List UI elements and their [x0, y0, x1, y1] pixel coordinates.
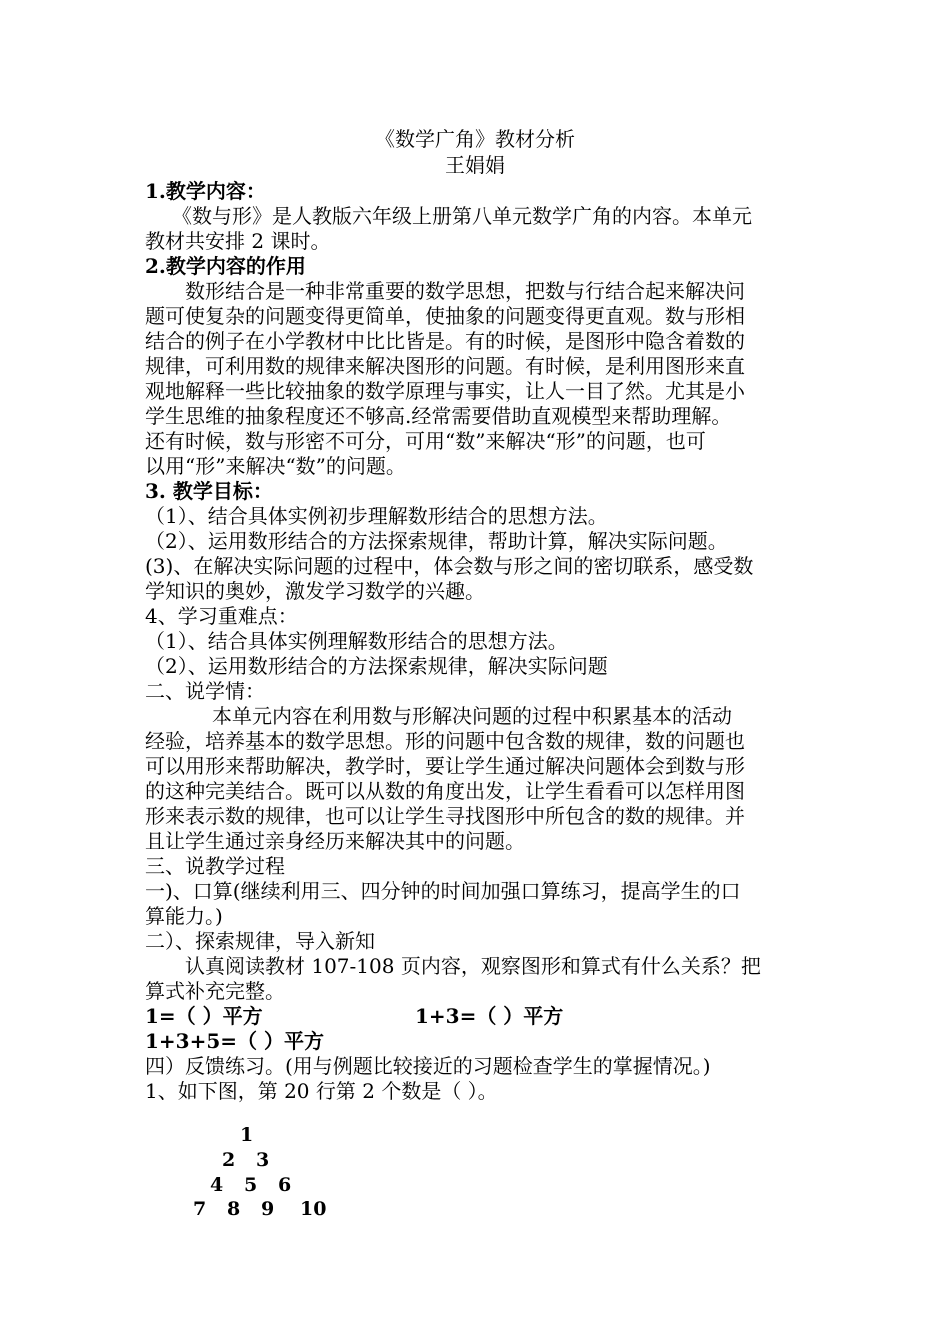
paragraph-line: 本单元内容在利用数与形解决问题的过程中积累基本的活动 [212, 704, 732, 728]
triangle-number: 3 [256, 1149, 270, 1171]
paragraph-line: 规律，可利用数的规律来解决图形的问题。有时候，是利用图形来直 [145, 354, 745, 378]
section-2-heading: 2.教学内容的作用 [145, 254, 306, 278]
equation-1: 1=（ ）平方 [145, 1004, 263, 1028]
goal-item: (3)、在解决实际问题的过程中，体会数与形之间的密切联系，感受数 [145, 554, 754, 578]
subsection-heading: 四）反馈练习。(用与例题比较接近的习题检查学生的掌握情况。) [145, 1054, 711, 1078]
key-point-item: （1）、结合具体实例理解数形结合的思想方法。 [145, 629, 568, 653]
exercise-question: 1、如下图，第 20 行第 2 个数是（ ）。 [145, 1079, 498, 1103]
goal-item: （2）、运用数形结合的方法探索规律，帮助计算，解决实际问题。 [145, 529, 728, 553]
paragraph-line: 以用“形”来解决“数”的问题。 [145, 454, 406, 478]
paragraph-line: 认真阅读教材 107-108 页内容，观察图形和算式有什么关系？把 [185, 954, 761, 978]
triangle-number: 2 [222, 1149, 236, 1171]
paragraph-line: 结合的例子在小学教材中比比皆是。有的时候，是图形中隐含着数的 [145, 329, 745, 353]
triangle-number: 8 [227, 1198, 241, 1220]
triangle-number: 7 [193, 1198, 207, 1220]
section-1-heading: 1.教学内容： [145, 179, 266, 203]
subsection-heading: 二）、探索规律，导入新知 [145, 929, 375, 953]
triangle-number: 4 [210, 1174, 224, 1196]
paragraph-line: 教材共安排 2 课时。 [145, 229, 331, 253]
paragraph-line: 《数与形》是人教版六年级上册第八单元数学广角的内容。本单元 [172, 204, 752, 228]
paragraph-line: 经验，培养基本的数学思想。形的问题中包含数的规律，数的问题也 [145, 729, 745, 753]
goal-item: （1）、结合具体实例初步理解数形结合的思想方法。 [145, 504, 608, 528]
paragraph-line: 观地解释一些比较抽象的数学原理与事实，让人一目了然。尤其是小 [145, 379, 745, 403]
triangle-number: 5 [244, 1174, 258, 1196]
triangle-number: 10 [300, 1198, 327, 1220]
paragraph-line: 算能力。) [145, 904, 223, 928]
paragraph-line: 题可使复杂的问题变得更简单，使抽象的问题变得更直观。数与形相 [145, 304, 745, 328]
paragraph-line: 可以用形来帮助解决，教学时，要让学生通过解决问题体会到数与形 [145, 754, 745, 778]
goal-item: 学知识的奥妙，激发学习数学的兴趣。 [145, 579, 485, 603]
paragraph-line: 还有时候，数与形密不可分，可用“数”来解决“形”的问题，也可 [145, 429, 706, 453]
paragraph-line: 数形结合是一种非常重要的数学思想，把数与行结合起来解决问 [185, 279, 745, 303]
equation-2: 1+3=（ ）平方 [415, 1004, 564, 1028]
doc-title: 《数学广角》教材分析 [375, 127, 575, 151]
key-point-item: （2）、运用数形结合的方法探索规律，解决实际问题 [145, 654, 608, 678]
triangle-number: 9 [261, 1198, 275, 1220]
section-4-heading: 4、学习重难点： [145, 604, 298, 628]
doc-author: 王娟娟 [445, 153, 505, 177]
equation-3: 1+3+5=（ ）平方 [145, 1029, 324, 1053]
section-3-heading: 3. 教学目标： [145, 479, 273, 503]
section-5-heading: 二、说学情： [145, 679, 265, 703]
paragraph-line: 且让学生通过亲身经历来解决其中的问题。 [145, 829, 525, 853]
paragraph-line: 算式补充完整。 [145, 979, 285, 1003]
paragraph-line: 的这种完美结合。既可以从数的角度出发，让学生看看可以怎样用图 [145, 779, 745, 803]
section-6-heading: 三、说教学过程 [145, 854, 285, 878]
triangle-number: 6 [278, 1174, 292, 1196]
triangle-number: 1 [240, 1124, 254, 1146]
paragraph-line: 学生思维的抽象程度还不够高.经常需要借助直观模型来帮助理解。 [145, 404, 732, 428]
paragraph-line: 形来表示数的规律，也可以让学生寻找图形中所包含的数的规律。并 [145, 804, 745, 828]
paragraph-line: 一)、口算(继续利用三、四分钟的时间加强口算练习，提高学生的口 [145, 879, 741, 903]
